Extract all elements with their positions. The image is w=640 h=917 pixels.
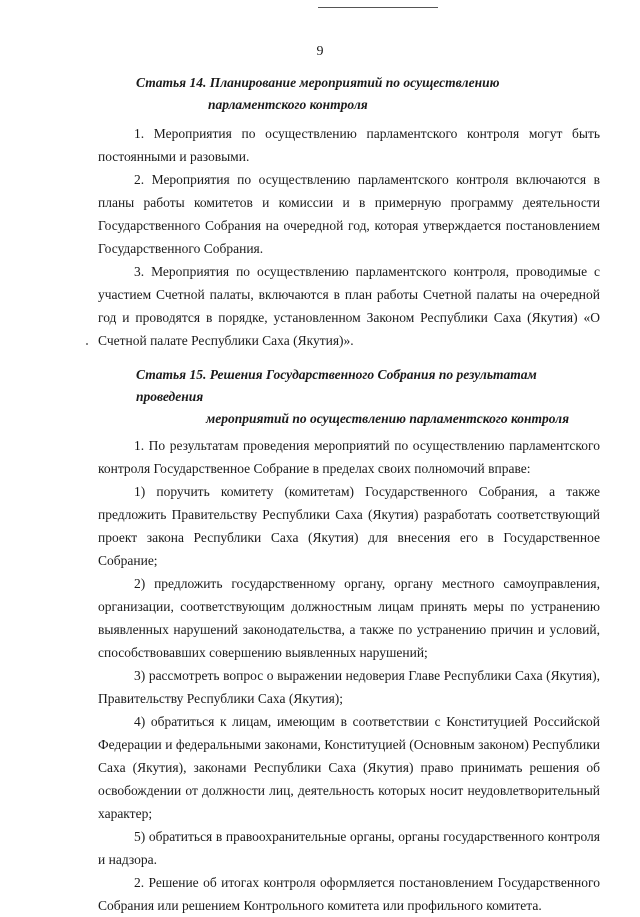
article-15-title: [98, 364, 600, 430]
article-15: [98, 364, 600, 917]
article-15-item-2: 2) предложить государственному органу, органу местного самоуправления, организации, соответствующим должностным лицам принять меры по устранению выявленных нарушений законодательства, а также по устранению причин и условий, способствовавших совершению выявленных нарушений;: [98, 576, 600, 660]
article-15-item-1: 1) поручить комитету (комитетам) Государственного Собрания, а также предложить Правительству Республики Саха (Якутия) разработать соответствующий проект закона Республики Саха (Якутия) для внесения его в Государственное Собрание;: [98, 484, 600, 568]
article-14-paragraph-1: 1. Мероприятия по осуществлению парламентского контроля могут быть постоянными и разовыми.: [98, 126, 600, 164]
article-14-title-line-2: парламентского контроля: [208, 97, 368, 112]
article-14-paragraph-2: 2. Мероприятия по осуществлению парламентского контроля включаются в планы работы комитетов и комиссии и в примерную программу деятельности Государственного Собрания на очередной год, которая утверждается постановлением Государственного Собрания.: [98, 172, 600, 256]
article-15-item-4: 4) обратиться к лицам, имеющим в соответствии с Конституцией Российской Федерации и федеральными законами, Конституцией (Основным законом) Республики Саха (Якутия), законами Республики Саха (Якутия) право принимать решения об освобождении от должности лиц, деятельность которых носит неудовлетворительный характер;: [98, 714, 600, 821]
page-number: 9: [316, 44, 324, 59]
article-14: [98, 72, 600, 352]
article-14-title-line-1: Статья 14. Планирование мероприятий по осуществлению: [136, 75, 500, 90]
article-15-item-3: 3) рассмотреть вопрос о выражении недоверия Главе Республики Саха (Якутия), Правительству Республики Саха (Якутия);: [98, 668, 600, 706]
article-14-title: [98, 72, 600, 116]
scan-artifact-line: [318, 7, 438, 8]
scan-artifact-dot: [86, 343, 88, 345]
article-15-title-line-1: Статья 15. Решения Государственного Собрания по результатам проведения: [136, 367, 537, 404]
article-14-paragraph-3: 3. Мероприятия по осуществлению парламентского контроля, проводимые с участием Счетной палаты, включаются в план работы Счетной палаты на очередной год и проводятся в порядке, установленном Законом Республики Саха (Якутия) «О Счетной палате Республики Саха (Якутия)».: [98, 264, 600, 348]
article-15-title-line-2: мероприятий по осуществлению парламентского контроля: [206, 411, 570, 426]
article-15-paragraph-1: 1. По результатам проведения мероприятий по осуществлению парламентского контроля Государственное Собрание в пределах своих полномочий вправе:: [98, 438, 600, 476]
article-15-paragraph-2: 2. Решение об итогах контроля оформляется постановлением Государственного Собрания или решением Контрольного комитета или профильного комитета.: [98, 875, 600, 913]
article-15-item-5: 5) обратиться в правоохранительные органы, органы государственного контроля и надзора.: [98, 829, 600, 867]
